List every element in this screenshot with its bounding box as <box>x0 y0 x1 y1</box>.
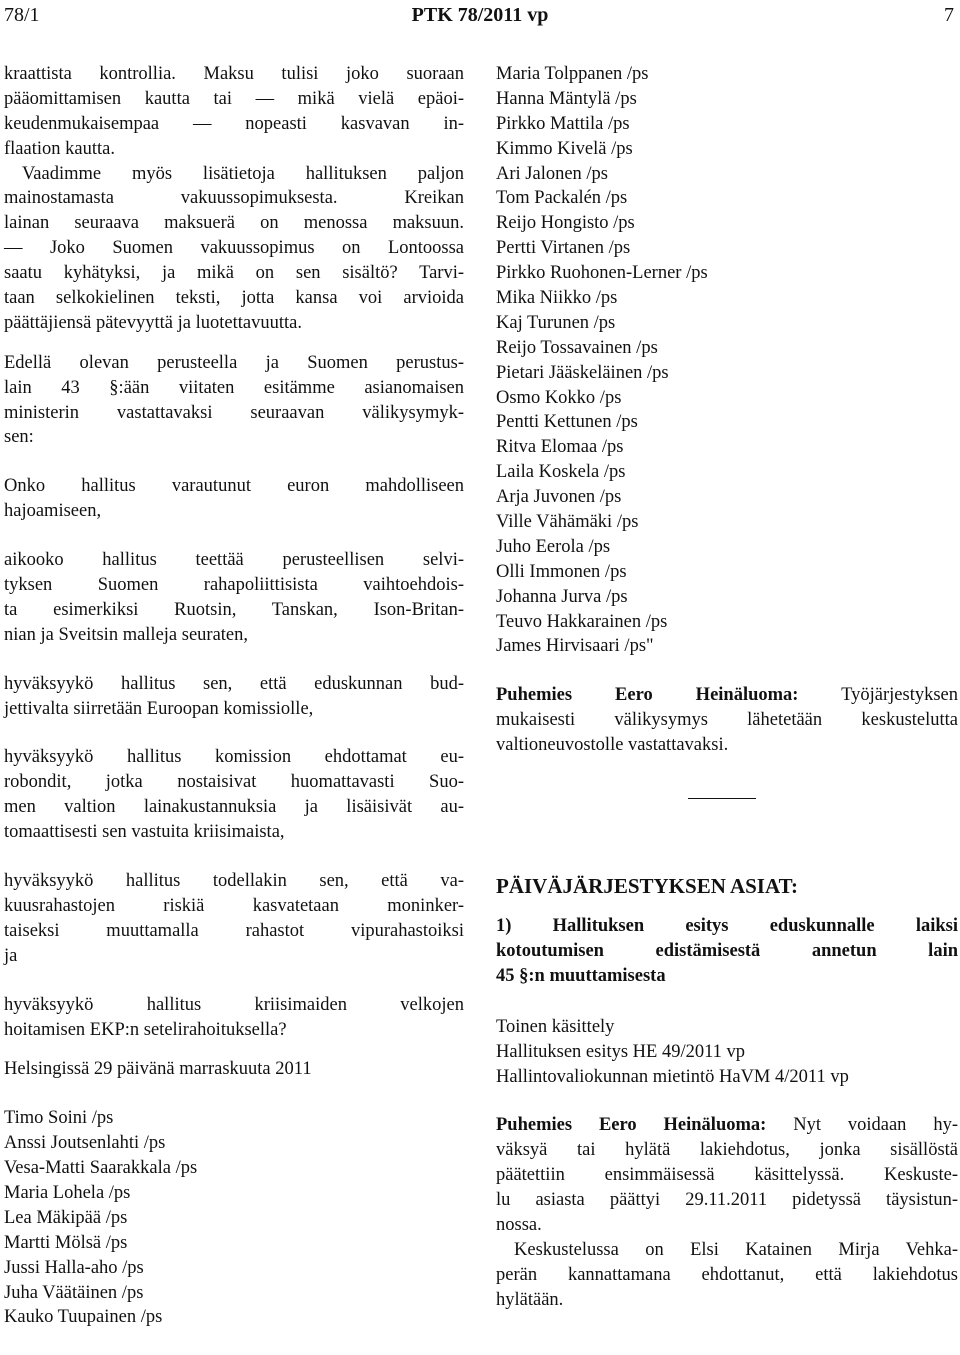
text-line: Hallintovaliokunnan mietintö HaVM 4/2011 vp <box>496 1066 849 1087</box>
speaker-text: Työjärjestyksen <box>841 685 958 706</box>
text-line: robondit, jotka nostaisivat huomattavasti Suo- <box>4 772 464 793</box>
text-line: Onko hallitus varautunut euron mahdolliseen <box>4 476 464 497</box>
left-column <box>4 62 464 1330</box>
paragraph-intro <box>4 351 464 451</box>
signatory: Osmo Kokko /ps <box>496 387 622 408</box>
text-line: perän kannattamana ehdottanut, että lakiehdotus <box>496 1264 958 1285</box>
text-line: nossa. <box>496 1214 542 1235</box>
signatory: Ari Jalonen /ps <box>496 163 609 184</box>
text-line: tyksen Suomen rahapoliittisista vaihtoehdois- <box>4 575 464 596</box>
signatory: Ville Vähämäki /ps <box>496 512 639 533</box>
signatory: Tom Packalén /ps <box>496 188 628 209</box>
signatory-list-left <box>4 1106 464 1330</box>
text-line: Keskustelussa on Elsi Katainen Mirja Vehka- <box>514 1239 958 1260</box>
signatory: Teuvo Hakkarainen /ps <box>496 611 668 632</box>
text-line: flaation kautta. <box>4 138 115 159</box>
speaker-text: Nyt voidaan hy- <box>793 1115 958 1136</box>
speaker-name: Puhemies Eero Heinäluoma: <box>496 1115 767 1136</box>
signatory: Reijo Hongisto /ps <box>496 213 635 234</box>
text-line: päätettiin ensimmäisessä käsittelyssä. Keskuste- <box>496 1165 958 1186</box>
question-4 <box>4 745 464 845</box>
signatory: Lea Mäkipää /ps <box>4 1207 128 1228</box>
question-3 <box>4 672 464 722</box>
text-line: hyväksyykö hallitus kriisimaiden velkojen <box>4 994 464 1015</box>
text-line: hyväksyykö hallitus komission ehdottamat eu- <box>4 747 464 768</box>
page-number-right: 7 <box>944 4 954 26</box>
signatory: Ritva Elomaa /ps <box>496 437 624 458</box>
text-line: mainostamasta vakuussopimuksesta. Kreikan <box>4 188 464 209</box>
text-line: kuusrahastojen riskiä kasvatetaan moninker- <box>4 895 464 916</box>
signatory: James Hirvisaari /ps" <box>496 636 654 657</box>
text-line: väksyä tai hylätä lakiehdotus, jonka sisällöstä <box>496 1140 958 1161</box>
agenda-item-meta <box>496 1015 958 1090</box>
text-line: hylätään. <box>496 1289 564 1310</box>
signatory: Pentti Kettunen /ps <box>496 412 638 433</box>
signatory: Kimmo Kivelä /ps <box>496 138 633 159</box>
text-line: tomaattisesti sen vastuita kriisimaista, <box>4 822 285 843</box>
text-line: sen: <box>4 427 34 448</box>
text-line: ta esimerkiksi Ruotsin, Tanskan, Ison-Britan- <box>4 599 464 620</box>
question-1 <box>4 474 464 524</box>
signatory: Olli Immonen /ps <box>496 561 627 582</box>
text-line: jettivalta siirretään Euroopan komissiolle, <box>4 698 314 719</box>
text-line: lainan seuraava maksuerä on menossa maksuun. <box>4 213 464 234</box>
text-line: kraattista kontrollia. Maksu tulisi joko suoraan <box>4 64 464 84</box>
signatory: Jussi Halla-aho /ps <box>4 1257 144 1278</box>
closing-paragraph <box>496 1238 958 1313</box>
signatory: Pietari Jääskeläinen /ps <box>496 362 669 383</box>
signatory: Vesa-Matti Saarakkala /ps <box>4 1158 198 1179</box>
question-2 <box>4 548 464 648</box>
text-line: valtioneuvostolle vastattavaksi. <box>496 735 729 756</box>
speaker-statement-1 <box>496 683 958 758</box>
speaker-statement-2 <box>496 1113 958 1237</box>
place-and-date: Helsingissä 29 päivänä marraskuuta 2011 <box>4 1059 312 1080</box>
question-5 <box>4 869 464 969</box>
signatory: Martti Mölsä /ps <box>4 1232 128 1253</box>
text-line: hyväksyykö hallitus todellakin sen, että va- <box>4 871 464 892</box>
text-line: taan selkokielinen teksti, jotta kansa voi arvioida <box>4 288 464 309</box>
page-number-left: 78/1 <box>4 4 40 26</box>
text-line: mukaisesti välikysymys lähetetään keskustelutta <box>496 710 958 731</box>
text-line: lain 43 §:ään viitaten esitämme asianomaisen <box>4 377 464 398</box>
signatory: Pirkko Mattila /ps <box>496 113 630 134</box>
signatory: Johanna Jurva /ps <box>496 586 628 607</box>
signatory: Pertti Virtanen /ps <box>496 238 631 259</box>
section-title: PÄIVÄJÄRJESTYKSEN ASIAT: <box>496 874 799 899</box>
text-line: taiseksi muuttamalla rahastot vipurahastoiksi <box>4 920 464 941</box>
signatory: Timo Soini /ps <box>4 1108 114 1129</box>
text-line: keudenmukaisempaa — nopeasti kasvavan in- <box>4 113 464 134</box>
text-line <box>496 1113 958 1138</box>
text-line: aikooko hallitus teettää perusteellisen selvi- <box>4 550 464 571</box>
text-line: Vaadimme myös lisätietoja hallituksen paljon <box>22 163 464 184</box>
text-line: hoitamisen EKP:n setelirahoituksella? <box>4 1019 287 1040</box>
signatory: Mika Niikko /ps <box>496 288 618 309</box>
signatory: Kaj Turunen /ps <box>496 312 616 333</box>
signatory: Laila Koskela /ps <box>496 462 626 483</box>
text-line: ministerin vastattavaksi seuraavan välikysymyk- <box>4 402 464 423</box>
text-line: hyväksyykö hallitus sen, että eduskunnan bud- <box>4 673 464 694</box>
signatory: Pirkko Ruohonen-Lerner /ps <box>496 263 708 284</box>
text-line: ja <box>4 945 18 966</box>
text-line: nian ja Sveitsin malleja seuraten, <box>4 624 249 645</box>
text-line: Toinen käsittely <box>496 1016 615 1037</box>
signatory-list-right <box>496 62 958 659</box>
signatory: Maria Lohela /ps <box>4 1182 131 1203</box>
text-line: hajoamiseen, <box>4 501 102 522</box>
text-line: 45 §:n muuttamisesta <box>496 965 666 986</box>
text-line <box>496 683 958 708</box>
signatory: Maria Tolppanen /ps <box>496 64 649 84</box>
question-6 <box>4 993 464 1043</box>
right-column <box>496 62 958 1313</box>
speaker-name: Puhemies Eero Heinäluoma: <box>496 685 799 706</box>
text-line: lu asiasta päättyi 29.11.2011 pidetyssä täysistun- <box>496 1190 958 1211</box>
text-line: 1) Hallituksen esitys eduskunnalle laiksi <box>496 916 958 937</box>
text-line: päättäjiensä pätevyyttä ja luotettavuutta. <box>4 312 302 333</box>
signatory: Juha Väätäinen /ps <box>4 1282 144 1303</box>
signatory: Arja Juvonen /ps <box>496 487 622 508</box>
text-line: Hallituksen esitys HE 49/2011 vp <box>496 1041 746 1062</box>
signatory: Kauko Tuupainen /ps <box>4 1307 163 1328</box>
signatory: Hanna Mäntylä /ps <box>496 88 637 109</box>
paragraph-background <box>4 62 464 336</box>
document-title: PTK 78/2011 vp <box>411 4 549 26</box>
text-line: men valtion lainakustannuksia ja lisäisivät au- <box>4 797 464 818</box>
agenda-item-title <box>496 914 958 989</box>
signatory: Anssi Joutsenlahti /ps <box>4 1133 166 1154</box>
text-line: Edellä olevan perusteella ja Suomen perustus- <box>4 352 464 373</box>
text-line: pääomittamisen kautta tai — mikä vielä epäoi- <box>4 88 464 109</box>
text-line: — Joko Suomen vakuussopimus on Lontoossa <box>4 238 464 259</box>
signatory: Juho Eerola /ps <box>496 536 611 557</box>
text-line: kotoutumisen edistämisestä annetun lain <box>496 940 958 961</box>
text-line: saatu kyhätyksi, ja mikä on sen sisältö? Tarvi- <box>4 263 464 284</box>
signatory: Reijo Tossavainen /ps <box>496 337 658 358</box>
